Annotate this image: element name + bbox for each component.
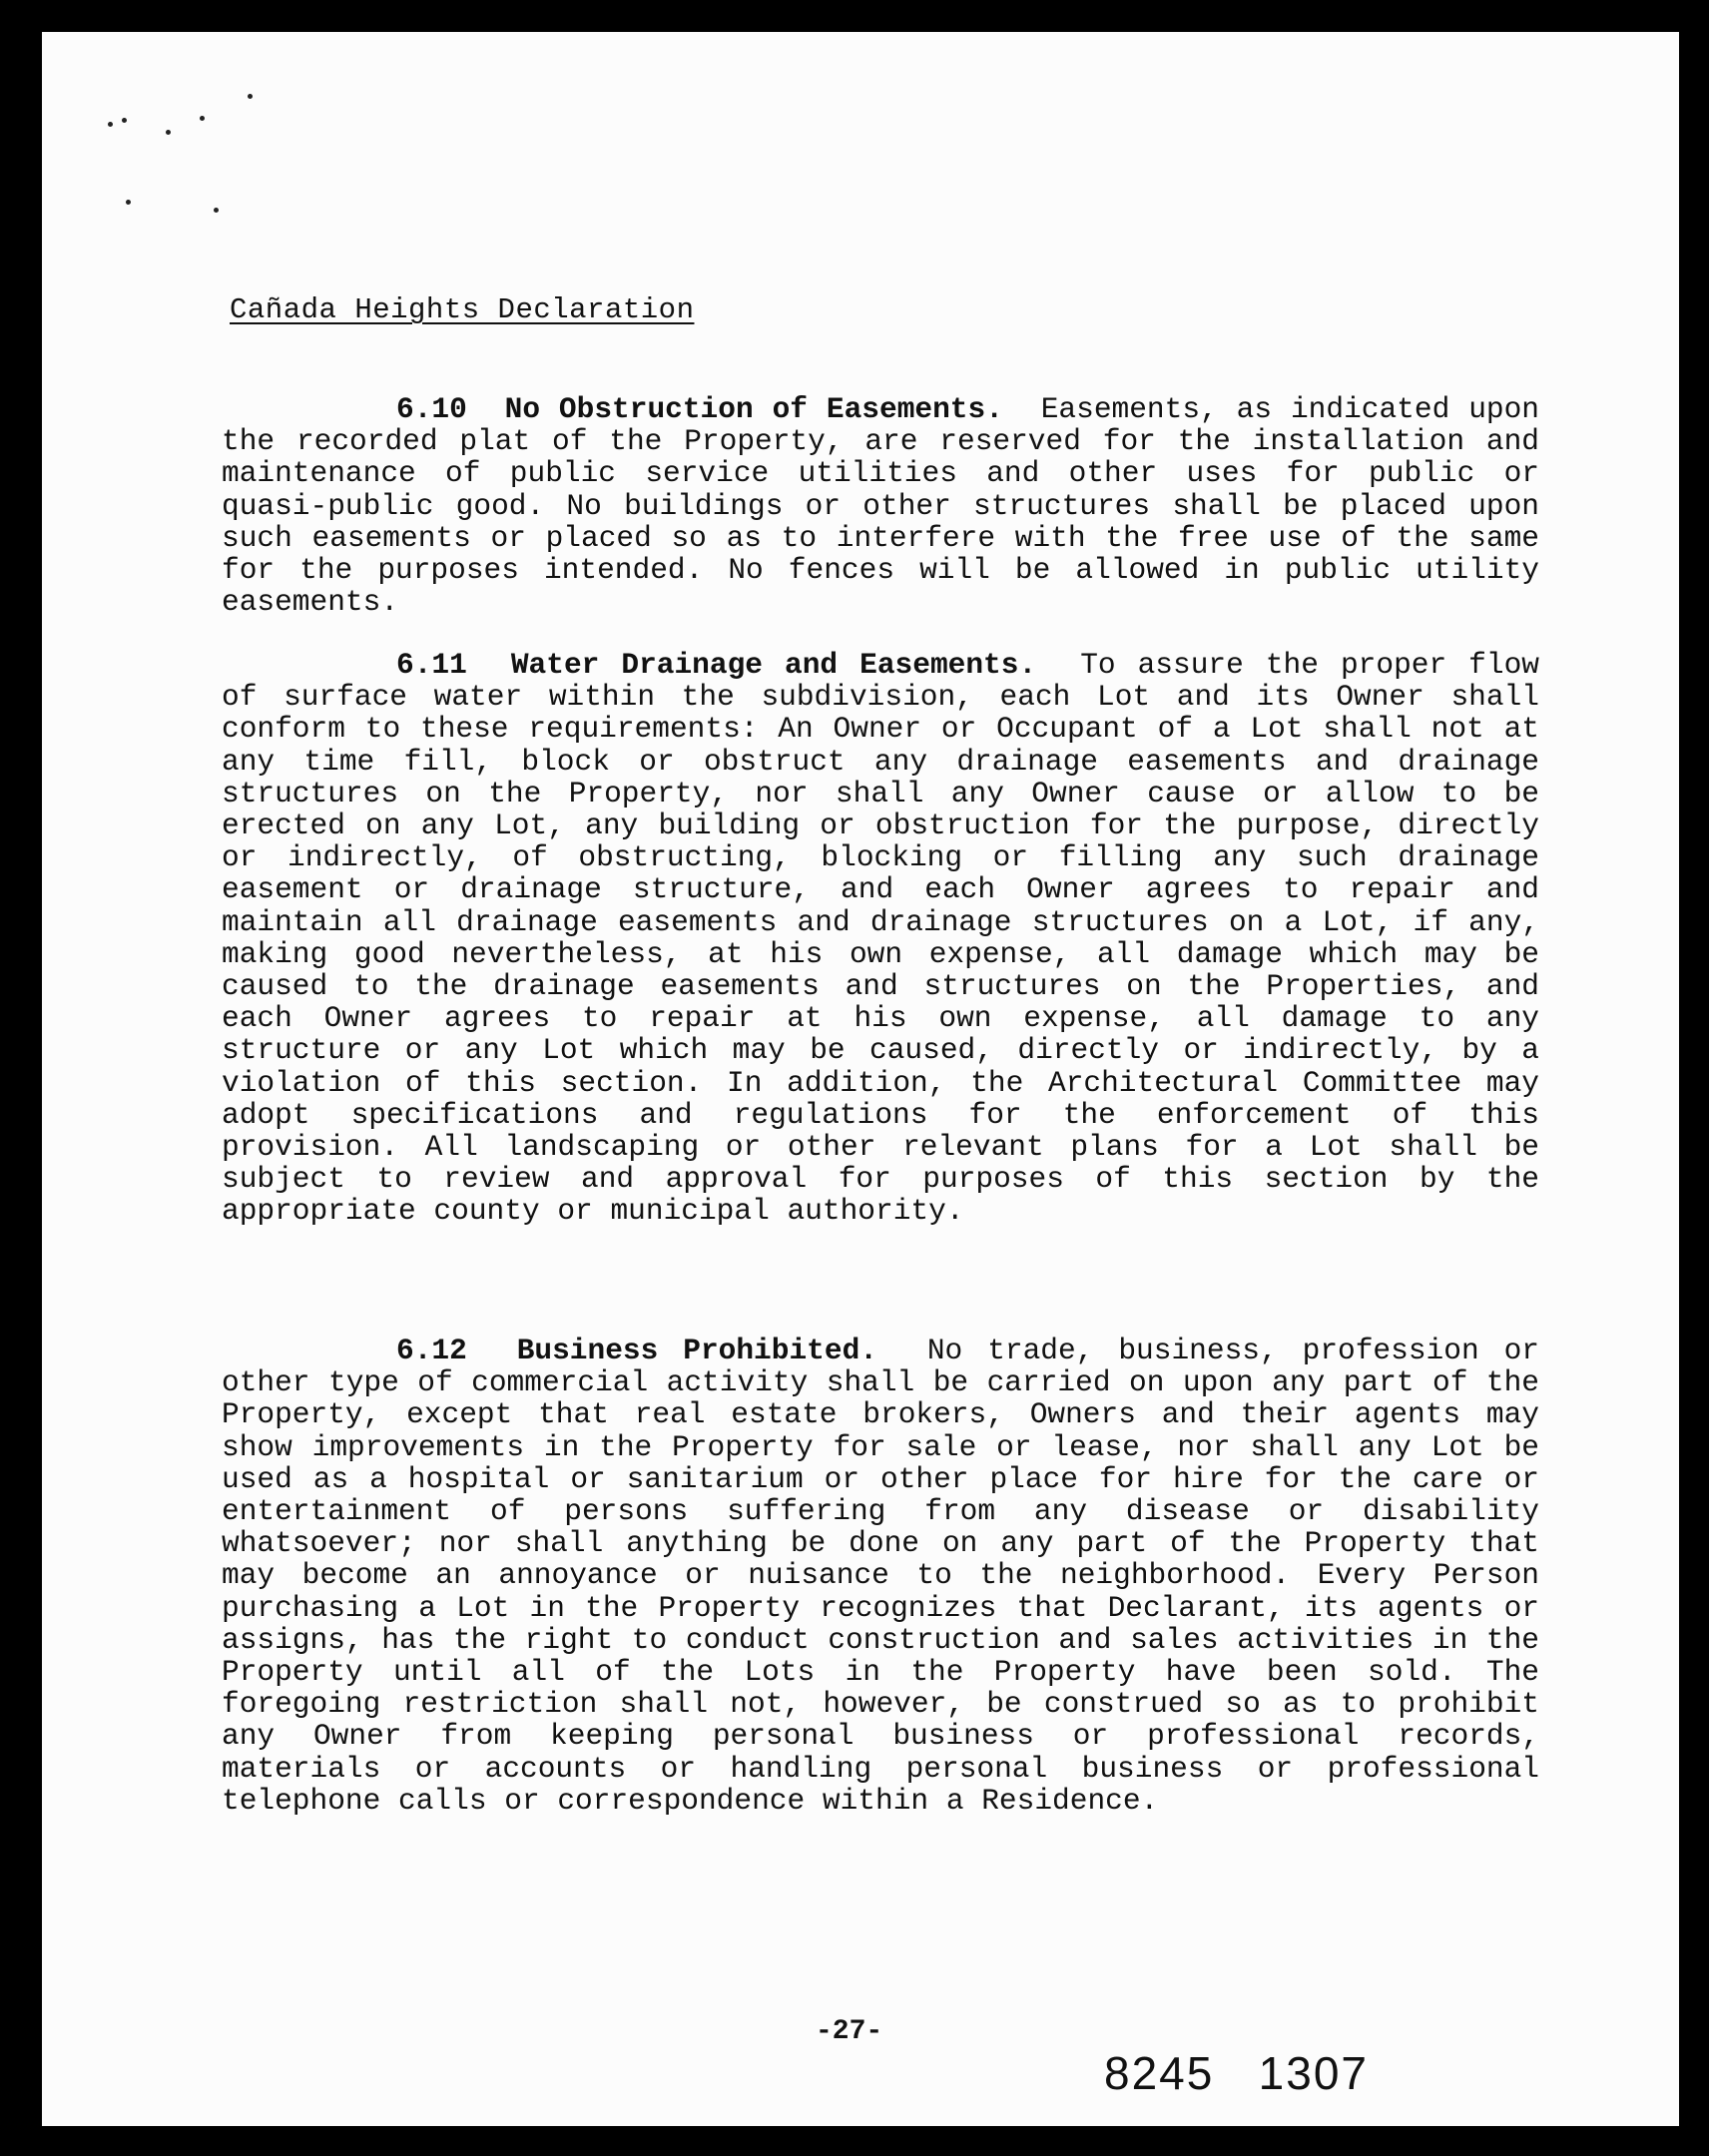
document-body [42, 32, 1679, 2126]
section-6-12 [222, 1335, 1539, 1817]
scan-speck [126, 200, 131, 205]
section-6-11 [222, 649, 1539, 1228]
section-6-12-title: Business Prohibited. [516, 1334, 877, 1367]
document-heading: Cañada Heights Declaration [230, 293, 695, 326]
section-6-11-title: Water Drainage and Easements. [510, 648, 1037, 682]
scan-speck [200, 116, 205, 121]
scan-speck [214, 208, 219, 213]
document-id-stamp: 8245 1307 [1104, 2047, 1370, 2099]
section-6-10-number: 6.10 [396, 392, 467, 426]
scan-speck [108, 122, 113, 127]
document-page [42, 32, 1679, 2126]
section-6-10-text: Easements, as indicated upon the recorded plat of the Property, are reserved for the installation and maintenance of public service utilities and other uses for public or quasi-public good. No buildings or other structures shall be placed upon such easements or placed so as to interfere with the free use of the same for the purposes intended. No fences will be allowed in public utility easements. [222, 392, 1539, 620]
section-6-10-title: No Obstruction of Easements. [504, 392, 1003, 426]
section-6-12-number: 6.12 [396, 1334, 467, 1367]
scan-speck [166, 130, 171, 135]
section-6-12-text: No trade, business, profession or other type of commercial activity shall be carried on upon any part of the Property, except that real estate brokers, Owners and their agents may show improvements in the Property for sale or lease, nor shall any Lot be used as a hospital or sanitarium or other place for hire for the care or entertainment of persons suffering from any disease or disability whatsoever; nor shall anything be done on any part of the Property that may become an annoyance or nuisance to the neighborhood. Every Person purchasing a Lot in the Property recognizes that Declarant, its agents or assigns, has the right to conduct construction and sales activities in the Property until all of the Lots in the Property have been sold. The foregoing restriction shall not, however, be construed so as to prohibit any Owner from keeping personal business or professional records, materials or accounts or handling personal business or professional telephone calls or correspondence within a Residence. [222, 1334, 1539, 1818]
section-6-11-text: To assure the proper flow of surface water within the subdivision, each Lot and its Owner shall conform to these requirements: An Owner or Occupant of a Lot shall not at any time fill, block or obstruct any drainage easements and drainage structures on the Property, nor shall any Owner cause or allow to be erected on any Lot, any building or obstruction for the purpose, directly or indirectly, of obstructing, blocking or filling any such drainage easement or drainage structure, and each Owner agrees to repair and maintain all drainage easements and drainage structures on a Lot, if any, making good nevertheless, at his own expense, all damage which may be caused to the drainage easements and structures on the Properties, and each Owner agrees to repair at his own expense, all damage to any structure or any Lot which may be caused, directly or indirectly, by a violation of this section. In addition, the Architectural Committee may adopt specifications and regulations for the enforcement of this provision. All landscaping or other relevant plans for a Lot shall be subject to review and approval for purposes of this section by the appropriate county or municipal authority. [222, 648, 1539, 1229]
scan-speck [122, 118, 127, 123]
page-number: -27- [816, 2016, 883, 2047]
scan-speck [248, 94, 253, 99]
section-6-11-number: 6.11 [396, 648, 467, 682]
section-6-10 [222, 393, 1539, 618]
